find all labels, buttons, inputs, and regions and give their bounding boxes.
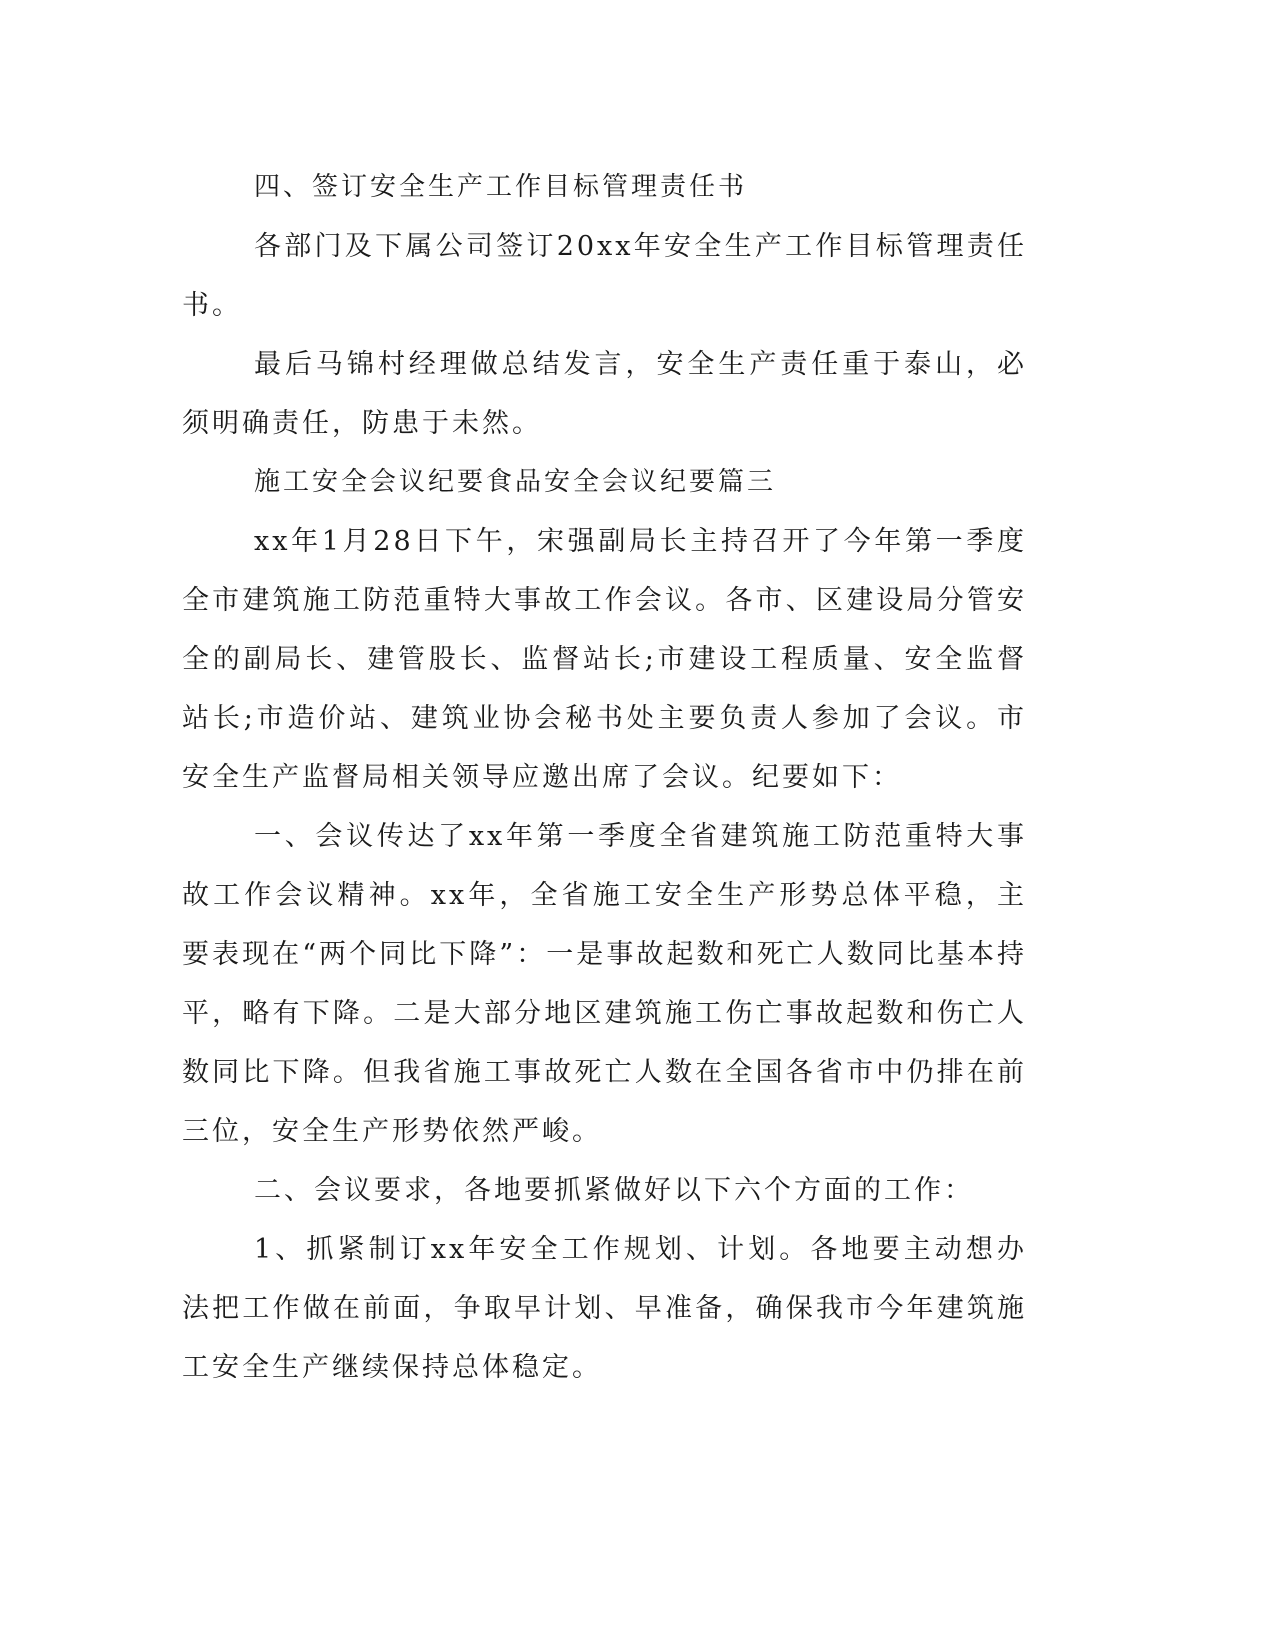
paragraph-closing-speech: 最后马锦村经理做总结发言，安全生产责任重于泰山，必须明确责任，防患于未然。 bbox=[182, 349, 1027, 439]
section-heading-four: 四、签订安全生产工作目标管理责任书 bbox=[254, 172, 748, 202]
paragraph-item-one: 一、会议传达了xx年第一季度全省建筑施工防范重特大事故工作会议精神。xx年，全省施工安全生产形势总体平稳，主要表现在“两个同比下降”：一是事故起数和死亡人数同比基本持平，略有下降。二是大部分地区建筑施工伤亡事故起数和伤亡人数同比下降。但我省施工事故死亡人数在全国各省市中仍排在前三位，安全生产形势依然严峻。 bbox=[182, 821, 1027, 1147]
paragraph-item-two: 二、会议要求，各地要抓紧做好以下六个方面的工作： bbox=[254, 1175, 974, 1206]
article-title-part-three: 施工安全会议纪要食品安全会议纪要篇三 bbox=[254, 467, 777, 497]
paragraph-sub-item-one: 1、抓紧制订xx年安全工作规划、计划。各地要主动想办法把工作做在前面，争取早计划、早准备，确保我市今年建筑施工安全生产继续保持总体稳定。 bbox=[182, 1234, 1027, 1383]
paragraph-responsibility-signing: 各部门及下属公司签订20xx年安全生产工作目标管理责任书。 bbox=[182, 231, 1027, 321]
document-body bbox=[182, 158, 1027, 1397]
paragraph-meeting-intro: xx年1月28日下午，宋强副局长主持召开了今年第一季度全市建筑施工防范重特大事故工作会议。各市、区建设局分管安全的副局长、建管股长、监督站长;市建设工程质量、安全监督站长;市造价站、建筑业协会秘书处主要负责人参加了会议。市安全生产监督局相关领导应邀出席了会议。纪要如下： bbox=[182, 526, 1027, 793]
